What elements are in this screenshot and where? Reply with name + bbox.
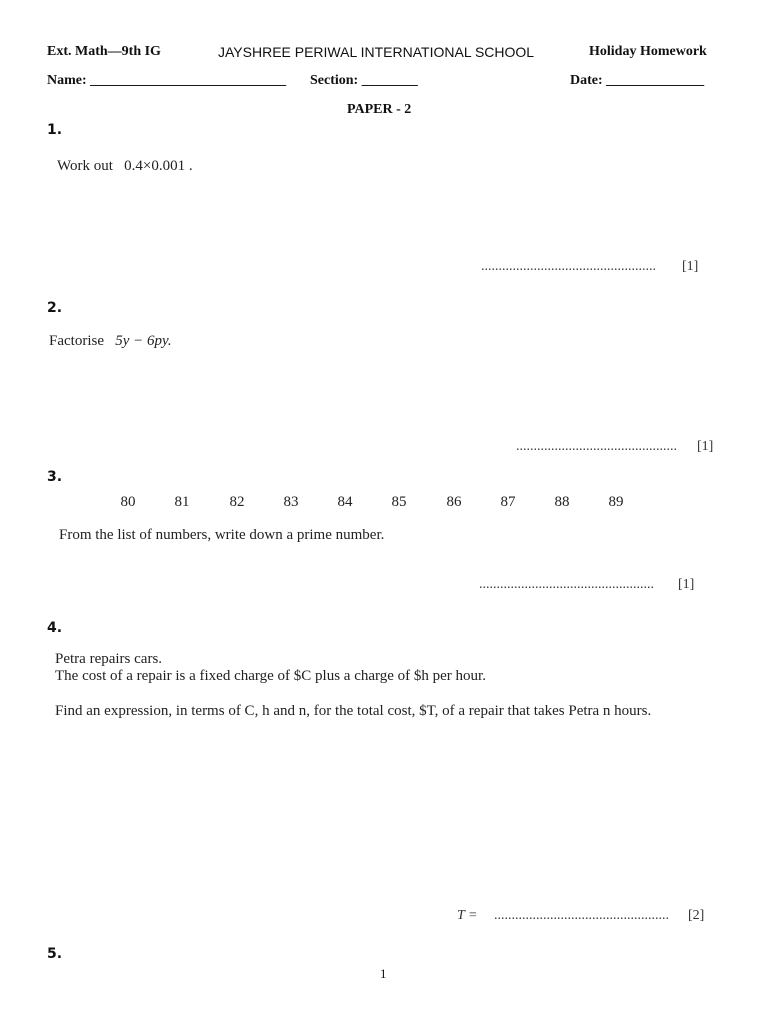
question-4-answer-label: T = <box>457 908 478 923</box>
number-item: 82 <box>229 494 245 510</box>
date-field: Date: ______________ <box>570 73 705 88</box>
question-4-line-3: Find an expression, in terms of C, h and n, for the total cost, $T, of a repair that takes Petra n hours. <box>55 703 652 719</box>
number-item: 83 <box>283 494 299 510</box>
question-1-expression: 0.4×0.001 . <box>124 158 193 174</box>
question-3-number: 3. <box>47 469 63 485</box>
number-item: 89 <box>608 494 624 510</box>
name-field: Name: ____________________________ <box>47 73 287 88</box>
number-item: 87 <box>500 494 516 510</box>
question-2-number: 2. <box>47 300 63 316</box>
question-3-text: From the list of numbers, write down a prime number. <box>59 527 385 543</box>
question-2-prefix: Factorise <box>49 333 104 349</box>
question-4-line-1: Petra repairs cars. <box>55 651 163 667</box>
paper-title: PAPER - 2 <box>347 102 412 117</box>
question-4-marks: [2] <box>688 908 705 923</box>
course-label: Ext. Math—9th IG <box>47 44 161 59</box>
number-list <box>0 494 768 514</box>
number-item: 84 <box>337 494 353 510</box>
question-5-number: 5. <box>47 946 63 962</box>
number-item: 88 <box>554 494 570 510</box>
page-number: 1 <box>380 966 387 981</box>
question-4-line-2: The cost of a repair is a fixed charge of $C plus a charge of $h per hour. <box>55 668 486 684</box>
question-1-marks: [1] <box>682 259 699 274</box>
question-4-answer-line: .................................................. <box>494 908 669 923</box>
number-item: 81 <box>174 494 190 510</box>
number-item: 85 <box>391 494 407 510</box>
question-2-answer-line: .............................................. <box>516 439 677 454</box>
homework-type: Holiday Homework <box>589 44 707 59</box>
question-1-answer-line: .................................................. <box>481 259 656 274</box>
section-field: Section: ________ <box>310 73 418 88</box>
question-4-number: 4. <box>47 620 63 636</box>
question-3-answer-line: .................................................. <box>479 577 654 592</box>
school-name: JAYSHREE PERIWAL INTERNATIONAL SCHOOL <box>218 44 535 60</box>
number-item: 86 <box>446 494 462 510</box>
question-1-prefix: Work out <box>57 158 113 174</box>
question-1-text <box>57 158 193 175</box>
question-2-text <box>49 333 172 350</box>
question-2-expression: 5y − 6py. <box>115 333 172 349</box>
question-1-number: 1. <box>47 122 63 138</box>
number-item: 80 <box>120 494 136 510</box>
question-2-marks: [1] <box>697 439 714 454</box>
question-3-marks: [1] <box>678 577 695 592</box>
